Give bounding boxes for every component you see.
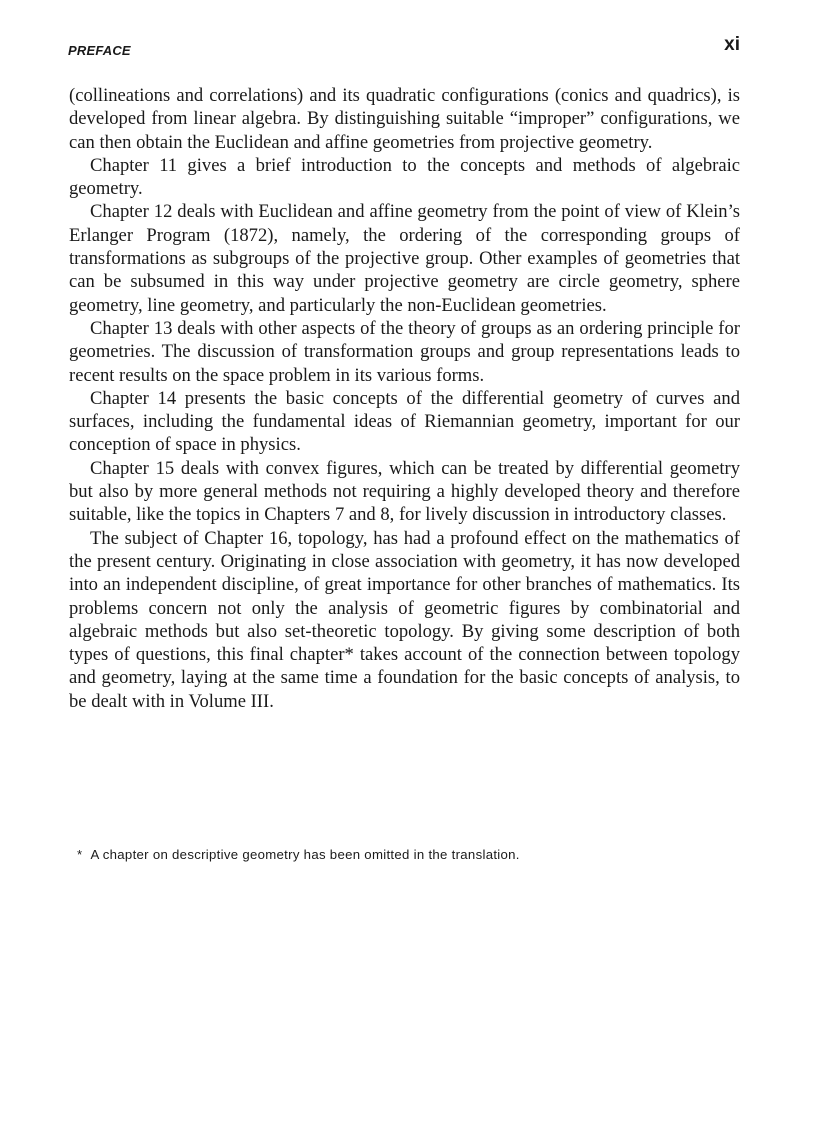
- body-text: [69, 84, 740, 713]
- page-header: [68, 34, 740, 64]
- paragraph-chapter-13: Chapter 13 deals with other aspects of the theory of groups as an ordering principle for geometries. The discussion of transformation groups and group representations leads to recent results on the space problem in its various forms.: [69, 317, 740, 386]
- paragraph-continuation: (collineations and correlations) and its quadratic configurations (conics and quadrics), is developed from linear algebra. By distinguishing suitable “improper” configurations, we can then obtain the Euclidean and affine geometries from projective geometry.: [69, 85, 740, 153]
- footnote: [77, 846, 737, 864]
- paragraph-chapter-12: Chapter 12 deals with Euclidean and affine geometry from the point of view of Klein’s Erlanger Program (1872), namely, the ordering of the corresponding groups of transformations as subgroups of the projective group. Other examples of geometries that can be subsumed in this way under projective geometry are circle geometry, sphere geometry, line geometry, and particularly the non-Euclidean geometries.: [69, 201, 740, 316]
- paragraph-chapter-16: The subject of Chapter 16, topology, has had a profound effect on the mathematics of the present century. Originating in close association with geometry, it has now developed into an independent discipline, of great importance for other branches of mathematics. Its problems concern not only the analysis of geometric figures by combinatorial and algebraic methods but also set-theoretic topology. By giving some description of both types of questions, this final chapter* takes account of the connection between topology and geometry, laying at the same time a foundation for the basic concepts of analysis, to be dealt with in Volume III.: [69, 527, 740, 712]
- paragraph-chapter-14: Chapter 14 presents the basic concepts of the differential geometry of curves and surfaces, including the fundamental ideas of Riemannian geometry, important for our conception of space in physics.: [69, 387, 740, 456]
- footnote-text: A chapter on descriptive geometry has been omitted in the translation.: [90, 847, 520, 862]
- paragraph-chapter-15: Chapter 15 deals with convex figures, which can be treated by differential geometry but also by more general methods not requiring a highly developed theory and therefore suitable, like the topics in Chapters 7 and 8, for lively discussion in introductory classes.: [69, 457, 740, 526]
- running-head: PREFACE: [68, 43, 131, 58]
- footnote-marker: *: [77, 847, 83, 862]
- paragraph-chapter-11: Chapter 11 gives a brief introduction to the concepts and methods of algebraic geometry.: [69, 154, 740, 200]
- page-number: xi: [724, 34, 740, 55]
